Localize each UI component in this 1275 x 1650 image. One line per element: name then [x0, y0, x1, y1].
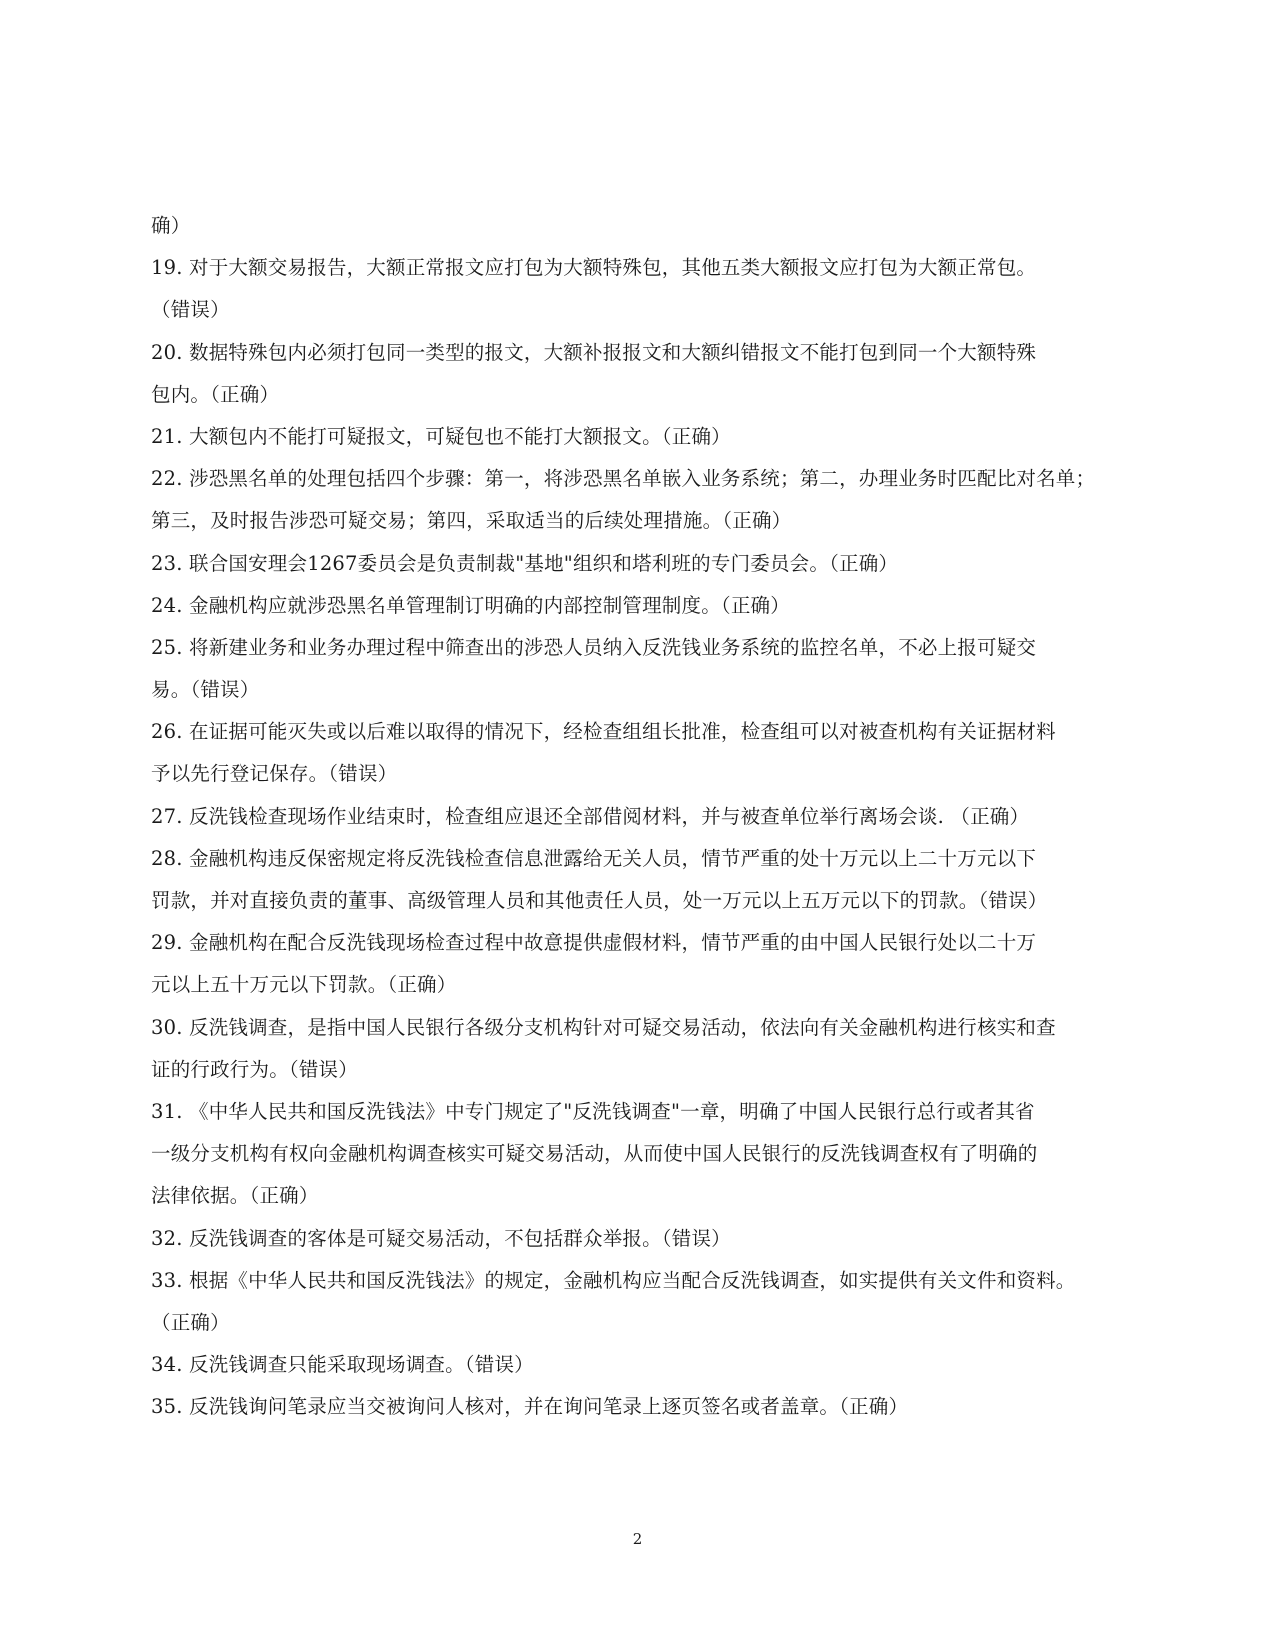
text-line: 22. 涉恐黑名单的处理包括四个步骤：第一，将涉恐黑名单嵌入业务系统；第二，办理业务时匹配比对名单； — [151, 467, 1096, 491]
text-line: 31. 《中华人民共和国反洗钱法》中专门规定了"反洗钱调查"一章，明确了中国人民银行总行或者其省 — [151, 1099, 1035, 1123]
text-line: 28. 金融机构违反保密规定将反洗钱检查信息泄露给无关人员，情节严重的处十万元以上二十万元以下 — [151, 846, 1037, 870]
text-line: （正确） — [151, 1310, 230, 1334]
body-text — [151, 205, 1141, 1428]
text-line: 23. 联合国安理会1267委员会是负责制裁"基地"组织和塔利班的专门委员会。（正确） — [151, 551, 899, 575]
text-line: 21. 大额包内不能打可疑报文，可疑包也不能打大额报文。（正确） — [151, 424, 731, 448]
text-line: 19. 对于大额交易报告，大额正常报文应打包为大额特殊包，其他五类大额报文应打包为大额正常包。 — [151, 256, 1037, 280]
text-line: 27. 反洗钱检查现场作业结束时，检查组应退还全部借阅材料，并与被查单位举行离场会谈. （正确） — [151, 804, 1030, 828]
text-line: 易。（错误） — [151, 678, 260, 702]
text-line: 34. 反洗钱调查只能采取现场调查。（错误） — [151, 1353, 534, 1377]
text-line: 26. 在证据可能灭失或以后难以取得的情况下，经检查组组长批准，检查组可以对被查机构有关证据材料 — [151, 720, 1056, 744]
text-line: 罚款，并对直接负责的董事、高级管理人员和其他责任人员，处一万元以上五万元以下的罚款。（错误） — [151, 889, 1048, 912]
page-number: 2 — [632, 1530, 643, 1548]
text-line: （错误） — [151, 298, 230, 322]
text-line: 一级分支机构有权向金融机构调查核实可疑交易活动，从而使中国人民银行的反洗钱调查权有了明确的 — [151, 1142, 1038, 1166]
text-line: 29. 金融机构在配合反洗钱现场检查过程中故意提供虚假材料，情节严重的由中国人民银行处以二十万 — [151, 931, 1037, 955]
text-line: 法律依据。（正确） — [151, 1184, 319, 1208]
text-line: 包内。（正确） — [151, 382, 280, 406]
text-line: 元以上五十万元以下罚款。（正确） — [151, 973, 457, 997]
text-line: 24. 金融机构应就涉恐黑名单管理制订明确的内部控制管理制度。（正确） — [151, 593, 790, 617]
text-line: 25. 将新建业务和业务办理过程中筛查出的涉恐人员纳入反洗钱业务系统的监控名单，不必上报可疑交 — [151, 635, 1037, 659]
text-line: 32. 反洗钱调查的客体是可疑交易活动，不包括群众举报。（错误） — [151, 1226, 731, 1250]
text-line: 证的行政行为。（错误） — [151, 1057, 358, 1081]
text-line: 第三，及时报告涉恐可疑交易；第四，采取适当的后续处理措施。（正确） — [151, 509, 792, 533]
text-line: 确） — [151, 214, 191, 237]
text-line: 33. 根据《中华人民共和国反洗钱法》的规定，金融机构应当配合反洗钱调查，如实提供有关文件和资料。 — [151, 1268, 1076, 1292]
text-line: 予以先行登记保存。（错误） — [151, 762, 398, 786]
text-line: 35. 反洗钱询问笔录应当交被询问人核对，并在询问笔录上逐页签名或者盖章。（正确） — [151, 1395, 909, 1419]
text-line: 30. 反洗钱调查，是指中国人民银行各级分支机构针对可疑交易活动，依法向有关金融机构进行核实和查 — [151, 1015, 1056, 1039]
text-line: 20. 数据特殊包内必须打包同一类型的报文，大额补报报文和大额纠错报文不能打包到同一个大额特殊 — [151, 340, 1037, 364]
